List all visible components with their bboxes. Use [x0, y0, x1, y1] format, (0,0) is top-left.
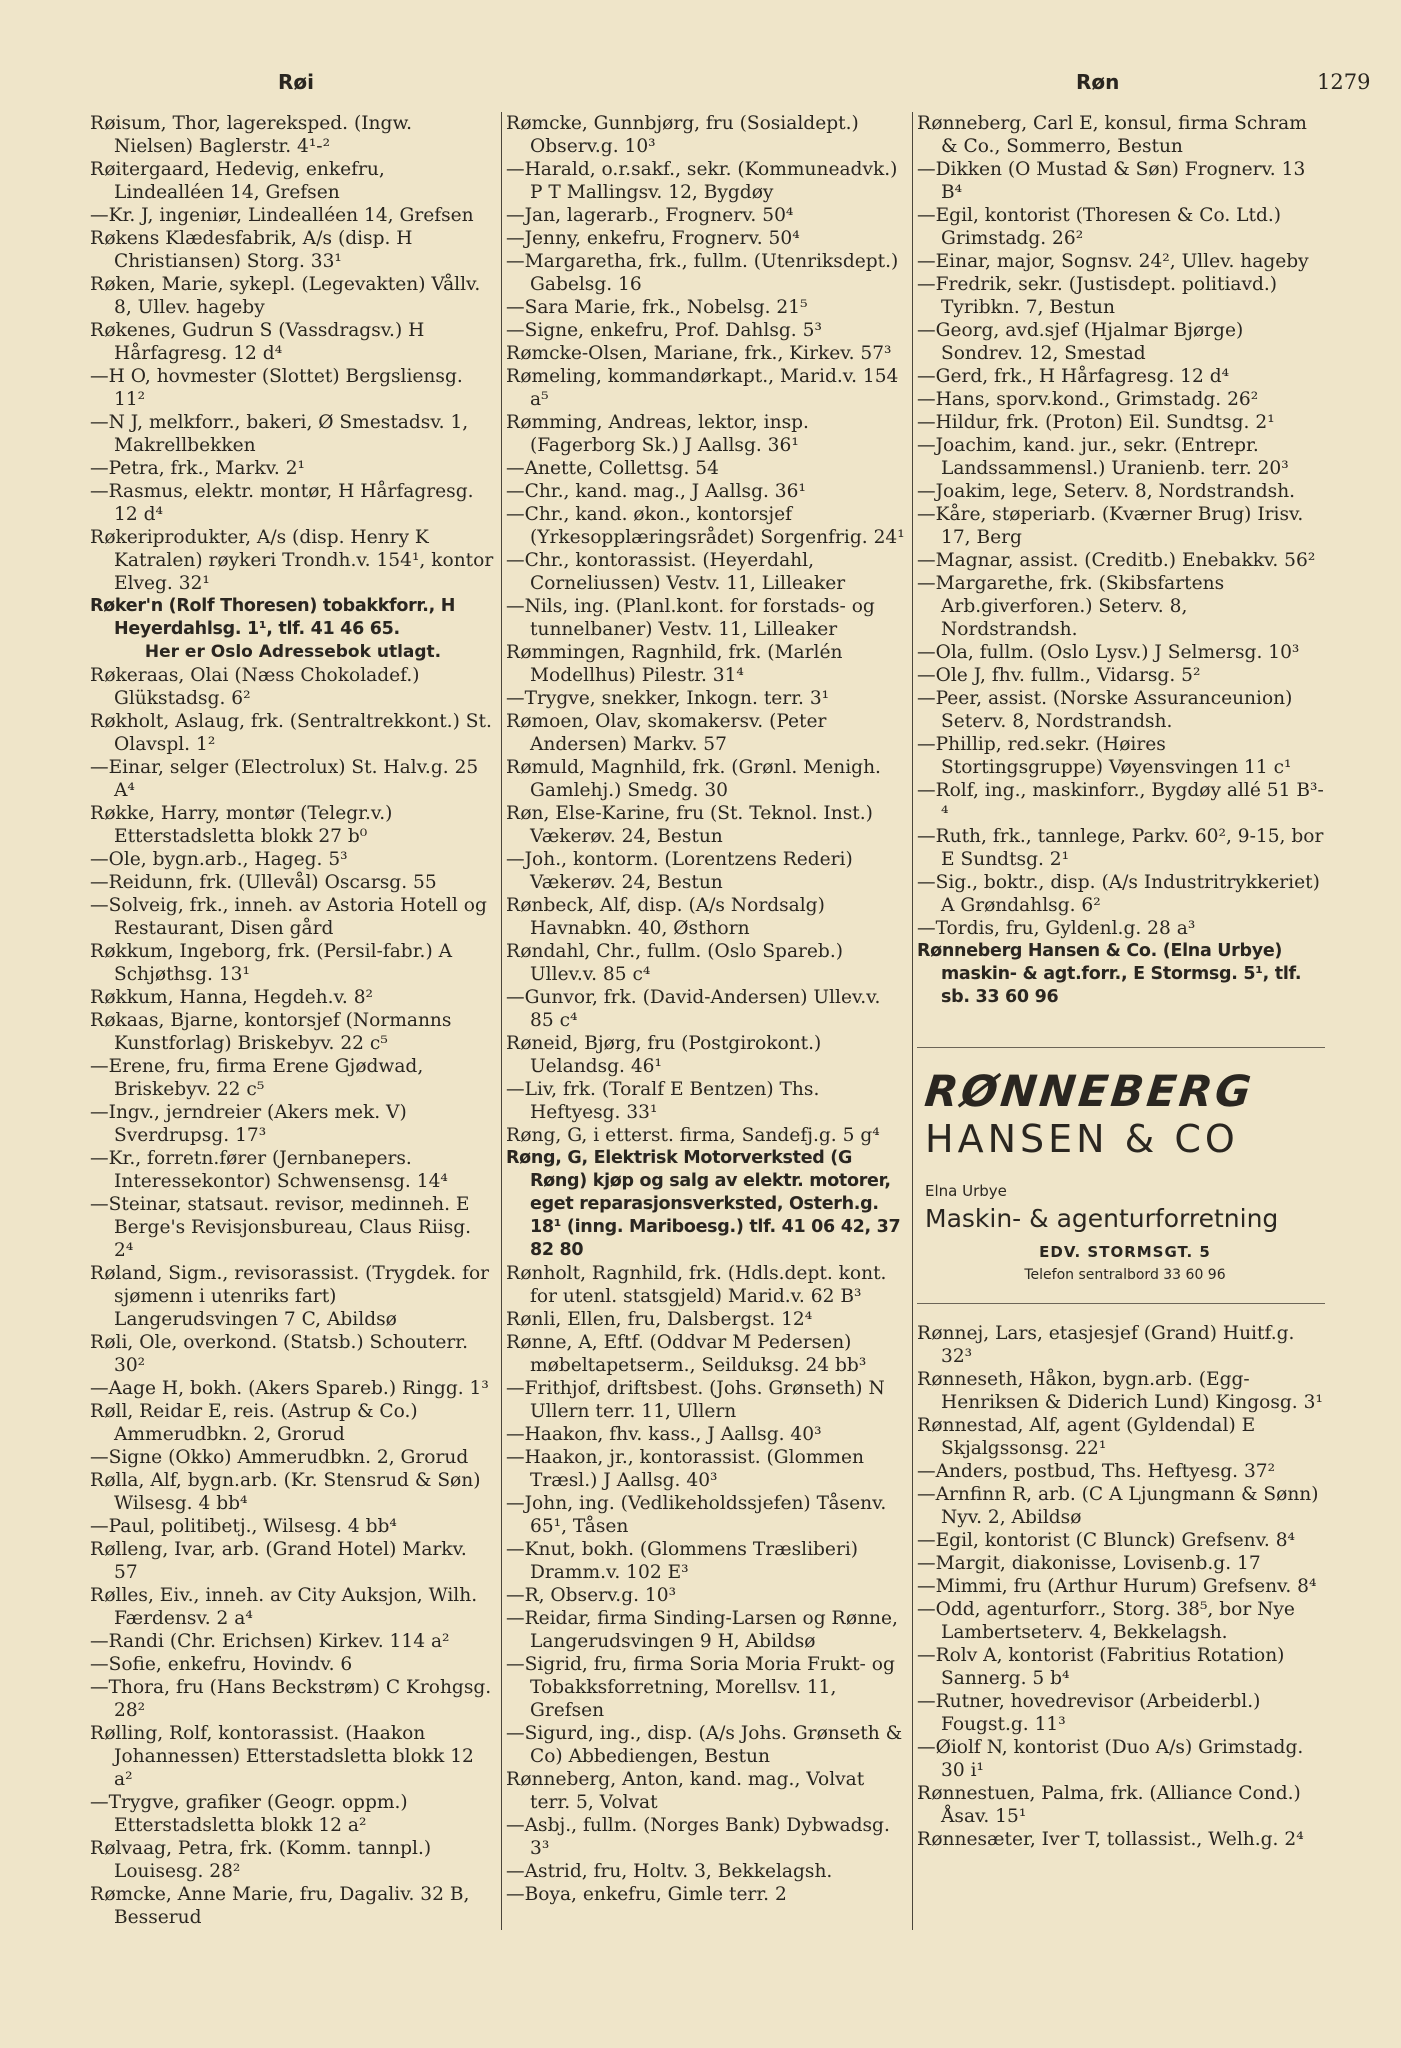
ad-company-subtitle: HANSEN & CO — [925, 1117, 1239, 1161]
directory-entry: —Chr., kontorassist. (Heyerdahl, Corneliussen) Vestv. 11, Lilleaker — [506, 550, 846, 594]
ad-company-name: RØNNEBERG — [922, 1067, 1257, 1117]
column-1 — [90, 112, 496, 2032]
directory-entry: Rølling, Rolf, kontorassist. (Haakon Johannessen) Etterstadsletta blokk 12 a² — [90, 1723, 474, 1790]
column-divider — [501, 112, 502, 1930]
directory-entry: —Steinar, statsaut. revisor, medinneh. E Berge's Revisjonsbureau, Claus Riisg. 2⁴ — [90, 1194, 472, 1261]
directory-entry: Rønnestuen, Palma, frk. (Alliance Cond.) Åsav. 15¹ — [917, 1783, 1301, 1827]
directory-entry: Røli, Ole, overkond. (Statsb.) Schouterr. 30² — [90, 1332, 468, 1376]
directory-entry: —Magnar, assist. (Creditb.) Enebakkv. 56² — [917, 550, 1316, 571]
directory-entry: —Signe (Okko) Ammerudbkn. 2, Grorud — [90, 1447, 469, 1468]
directory-entry: —N J, melkforr., bakeri, Ø Smestadsv. 1, Makrellbekken — [90, 412, 469, 456]
directory-entry: —Hildur, frk. (Proton) Eil. Sundtsg. 2¹ — [917, 412, 1275, 433]
directory-entry: Rømoen, Olav, skomakersv. (Peter Andersen) Markv. 57 — [506, 711, 827, 755]
directory-entry: Røkeraas, Olai (Næss Chokoladef.) Glükstadsg. 6² — [90, 665, 420, 709]
running-header-left: Røi — [278, 70, 314, 94]
directory-entry: —Thora, fru (Hans Beckstrøm) C Krohgsg. 28² — [90, 1677, 492, 1721]
directory-entry: —Odd, agenturforr., Storg. 38⁵, bor Nye Lambertseterv. 4, Bekkelagsh. — [917, 1599, 1295, 1643]
directory-entry: —Asbj., fullm. (Norges Bank) Dybwadsg. 3³ — [506, 1815, 890, 1859]
directory-entry: —Joh., kontorm. (Lorentzens Rederi) Vækerøv. 24, Bestun — [506, 849, 853, 893]
directory-entry: —Mimmi, fru (Arthur Hurum) Grefsenv. 8⁴ — [917, 1576, 1317, 1597]
directory-entry: —H O, hovmester (Slottet) Bergsliensg. 11² — [90, 366, 463, 410]
directory-entry: —Paul, politibetj., Wilsesg. 4 bb⁴ — [90, 1516, 397, 1537]
directory-entry: —Kr., forretn.fører (Jernbanepers. Interessekontor) Schwensensg. 14⁴ — [90, 1148, 448, 1192]
directory-entry: —Georg, avd.sjef (Hjalmar Bjørge) Sondrev. 12, Smestad — [917, 320, 1244, 364]
directory-entry: —Ingv., jerndreier (Akers mek. V) Sverdrupsg. 17³ — [90, 1102, 407, 1146]
ad-contact-person: Elna Urbye — [925, 1182, 1007, 1200]
directory-entry: —Fredrik, sekr. (Justisdept. politiavd.) Tyribkn. 7, Bestun — [917, 274, 1278, 318]
directory-entry: —Joakim, lege, Seterv. 8, Nordstrandsh. — [917, 481, 1296, 502]
directory-entry: Rønne, A, Eftf. (Oddvar M Pedersen) møbeltapetserm., Seilduksg. 24 bb³ — [506, 1332, 867, 1376]
directory-entry: Rømcke, Gunnbjørg, fru (Sosialdept.) Observ.g. 10³ — [506, 113, 859, 157]
directory-entry: Røll, Reidar E, reis. (Astrup & Co.) Ammerudbkn. 2, Grorud — [90, 1401, 418, 1445]
directory-entry: —John, ing. (Vedlikeholdssjefen) Tåsenv. 65¹, Tåsen — [506, 1493, 887, 1537]
directory-entry: Røken, Marie, sykepl. (Legevakten) Vållv. 8, Ullev. hageby — [90, 274, 481, 318]
ad-phone: Telefon sentralbord 33 60 96 — [1024, 1267, 1226, 1283]
directory-entry: —Hans, sporv.kond., Grimstadg. 26² — [917, 389, 1259, 410]
directory-entry: —Jenny, enkefru, Frognerv. 50⁴ — [506, 228, 800, 249]
directory-entry: —Sig., boktr., disp. (A/s Industritrykkeriet) A Grøndahlsg. 6² — [917, 872, 1320, 916]
directory-entry: Røkke, Harry, montør (Telegr.v.) Etterstadsletta blokk 27 b⁰ — [90, 803, 393, 847]
directory-entry: Rønnestad, Alf, agent (Gyldendal) E Skjalgssonsg. 22¹ — [917, 1415, 1256, 1459]
ad-tagline: Maskin- & agenturforretning — [925, 1204, 1279, 1233]
directory-entry: —Liv, frk. (Toralf E Bentzen) Ths. Heftyesg. 33¹ — [506, 1079, 820, 1123]
directory-entry: —Anders, postbud, Ths. Heftyesg. 37² — [917, 1461, 1276, 1482]
directory-entry: Røkeriprodukter, A/s (disp. Henry K Katralen) røykeri Trondh.v. 154¹, kontor Elveg. 32¹ — [90, 527, 494, 594]
directory-entry: —Joachim, kand. jur., sekr. (Entrepr. Landssammensl.) Uranienb. terr. 20³ — [917, 435, 1289, 479]
directory-entry: —Egil, kontorist (C Blunck) Grefsenv. 8⁴ — [917, 1530, 1295, 1551]
column-divider — [912, 112, 913, 1930]
directory-entry: —Einar, selger (Electrolux) St. Halv.g. 25 A⁴ — [90, 757, 479, 801]
directory-entry: —Astrid, fru, Holtv. 3, Bekkelagsh. — [506, 1861, 833, 1882]
directory-entry: —Trygve, snekker, Inkogn. terr. 3¹ — [506, 688, 830, 709]
directory-entry: Rømming, Andreas, lektor, insp. (Fagerborg Sk.) J Aallsg. 36¹ — [506, 412, 809, 456]
directory-entry: —Dikken (O Mustad & Søn) Frognerv. 13 B⁴ — [917, 159, 1306, 203]
directory-entry: —Harald, o.r.sakf., sekr. (Kommuneadvk.) P T Mallingsv. 12, Bygdøy — [506, 159, 898, 203]
directory-entry: Rønli, Ellen, fru, Dalsbergst. 12⁴ — [506, 1309, 813, 1330]
directory-entry: —Peer, assist. (Norske Assuranceunion) Seterv. 8, Nordstrandsh. — [917, 688, 1293, 732]
directory-entry: Røkholt, Aslaug, frk. (Sentraltrekkont.) St. Olavspl. 1² — [90, 711, 492, 755]
directory-entry: —Erene, fru, firma Erene Gjødwad, Briskebyv. 22 c⁵ — [90, 1056, 424, 1100]
directory-entry: —Aage H, bokh. (Akers Spareb.) Ringg. 1³ — [90, 1378, 489, 1399]
directory-entry: —Signe, enkefru, Prof. Dahlsg. 5³ — [506, 320, 822, 341]
column-3-entries-bottom — [917, 1322, 1325, 1851]
running-header-right: Røn — [1076, 70, 1120, 94]
directory-entry: Her er Oslo Adressebok utlagt. — [144, 642, 442, 662]
directory-entry: Rølleng, Ivar, arb. (Grand Hotel) Markv. 57 — [90, 1539, 467, 1583]
column-2 — [506, 112, 908, 2032]
directory-entry: Røng, G, i etterst. firma, Sandefj.g. 5 g⁴ — [506, 1125, 880, 1146]
directory-entry: Røndahl, Chr., fullm. (Oslo Spareb.) Ullev.v. 85 c⁴ — [506, 941, 844, 985]
directory-entry: Røisum, Thor, lagereksped. (Ingw. Nielsen) Baglerstr. 4¹-² — [90, 113, 413, 157]
directory-entry: —Rolv A, kontorist (Fabritius Rotation) Sannerg. 5 b⁴ — [917, 1645, 1285, 1689]
directory-entry: —Margit, diakonisse, Lovisenb.g. 17 — [917, 1553, 1261, 1574]
directory-entry: —Gerd, frk., H Hårfagresg. 12 d⁴ — [917, 366, 1230, 387]
directory-entry: —Reidar, firma Sinding-Larsen og Rønne, Langerudsvingen 9 H, Abildsø — [506, 1608, 898, 1652]
directory-entry: —Jan, lagerarb., Frognerv. 50⁴ — [506, 205, 794, 226]
directory-entry: —Nils, ing. (Planl.kont. for forstads- og tunnelbaner) Vestv. 11, Lilleaker — [506, 596, 875, 640]
directory-entry: —Arnfinn R, arb. (C A Ljungmann & Sønn) Nyv. 2, Abildsø — [917, 1484, 1319, 1528]
directory-entry: Rølla, Alf, bygn.arb. (Kr. Stensrud & Søn) Wilsesg. 4 bb⁴ — [90, 1470, 481, 1514]
directory-entry: Rønbeck, Alf, disp. (A/s Nordsalg) Havnabkn. 40, Østhorn — [506, 895, 825, 939]
directory-entry: —Kr. J, ingeniør, Lindealléen 14, Grefsen — [90, 205, 474, 226]
ad-address: EDV. STORMSGT. 5 — [1039, 1243, 1211, 1261]
directory-entry: —Øiolf N, kontorist (Duo A/s) Grimstadg. 30 i¹ — [917, 1737, 1304, 1781]
directory-entry: —Sara Marie, frk., Nobelsg. 21⁵ — [506, 297, 808, 318]
directory-entry: Rønholt, Ragnhild, frk. (Hdls.dept. kont. for utenl. statsgjeld) Marid.v. 62 B³ — [506, 1263, 887, 1307]
directory-entry: Rønnesæter, Iver T, tollassist., Welh.g. 2⁴ — [917, 1829, 1304, 1850]
directory-entry: Rømuld, Magnhild, frk. (Grønl. Menigh. Gamlehj.) Smedg. 30 — [506, 757, 881, 801]
directory-entry: —Egil, kontorist (Thoresen & Co. Ltd.) Grimstadg. 26² — [917, 205, 1282, 249]
directory-entry: —Sofie, enkefru, Hovindv. 6 — [90, 1654, 353, 1675]
directory-entry: Røitergaard, Hedevig, enkefru, Lindealléen 14, Grefsen — [90, 159, 385, 203]
directory-entry: Rønnej, Lars, etasjesjef (Grand) Huitf.g. 32³ — [917, 1323, 1295, 1367]
directory-entry: —Margarethe, frk. (Skibsfartens Arb.giverforen.) Seterv. 8, Nordstrandsh. — [917, 573, 1225, 640]
directory-entry: —Sigrid, fru, firma Soria Moria Frukt- og Tobakksforretning, Morellsv. 11, Grefsen — [506, 1654, 895, 1721]
directory-entry: —Chr., kand. mag., J Aallsg. 36¹ — [506, 481, 806, 502]
directory-entry: —Knut, bokh. (Glommens Træsliberi) Dramm.v. 102 E³ — [506, 1539, 859, 1583]
directory-entry: —Rutner, hovedrevisor (Arbeiderbl.) Fougst.g. 11³ — [917, 1691, 1261, 1735]
directory-entry: —Margaretha, frk., fullm. (Utenriksdept.) Gabelsg. 16 — [506, 251, 899, 295]
directory-entry: Rømcke, Anne Marie, fru, Dagaliv. 32 B, Besserud — [90, 1884, 470, 1928]
directory-entry: Røkens Klædesfabrik, A/s (disp. H Christiansen) Storg. 33¹ — [90, 228, 413, 272]
column-3-entries-top — [917, 112, 1325, 1009]
directory-entry: Røn, Else-Karine, fru (St. Teknol. Inst.) Vækerøv. 24, Bestun — [506, 803, 873, 847]
directory-entry: Rømmingen, Ragnhild, frk. (Marlén Modellhus) Pilestr. 31⁴ — [506, 642, 843, 686]
directory-entry: Rønneberg Hansen & Co. (Elna Urbye) maskin- & agt.forr., E Stormsg. 5¹, tlf. sb. 33 60 96 — [917, 941, 1302, 1007]
directory-entry: —Trygve, grafiker (Geogr. oppm.) Etterstadsletta blokk 12 a² — [90, 1792, 408, 1836]
directory-entry: Røkaas, Bjarne, kontorsjef (Normanns Kunstforlag) Briskebyv. 22 c⁵ — [90, 1010, 452, 1054]
page-number: 1279 — [1317, 70, 1371, 94]
directory-entry: —Kåre, støperiarb. (Kværner Brug) Irisv. 17, Berg — [917, 504, 1304, 548]
directory-entry: Røkkum, Hanna, Hegdeh.v. 8² — [90, 987, 373, 1008]
directory-entry: —Ola, fullm. (Oslo Lysv.) J Selmersg. 10³ — [917, 642, 1300, 663]
directory-entry: Rølles, Eiv., inneh. av City Auksjon, Wilh. Færdensv. 2 a⁴ — [90, 1585, 478, 1629]
directory-entry: —Boya, enkefru, Gimle terr. 2 — [506, 1884, 787, 1905]
directory-entry: —Solveig, frk., inneh. av Astoria Hotell og Restaurant, Disen gård — [90, 895, 487, 939]
column-3 — [917, 112, 1325, 2032]
directory-entry: —Ole, bygn.arb., Hageg. 5³ — [90, 849, 348, 870]
directory-entry: Rømeling, kommandørkapt., Marid.v. 154 a⁵ — [506, 366, 899, 410]
advertisement — [917, 1047, 1325, 1304]
directory-entry: Røng, G, Elektrisk Motorverksted (G Røng) kjøp og salg av elektr. motorer, eget reparasjonsverksted, Osterh.g. 18¹ (inng. Mariboesg.) tlf. 41 06 42, 37 82 80 — [506, 1148, 901, 1260]
directory-entry: —Phillip, red.sekr. (Høires Stortingsgruppe) Vøyensvingen 11 c¹ — [917, 734, 1292, 778]
directory-entry: Rølvaag, Petra, frk. (Komm. tannpl.) Louisesg. 28² — [90, 1838, 432, 1882]
directory-entry: Rømcke-Olsen, Mariane, frk., Kirkev. 57³ — [506, 343, 892, 364]
directory-entry: Rønneseth, Håkon, bygn.arb. (Egg-Henriksen & Diderich Lund) Kingosg. 3¹ — [917, 1369, 1323, 1413]
directory-entry: Røker'n (Rolf Thoresen) tobakkforr., H Heyerdahlsg. 1¹, tlf. 41 46 65. — [90, 596, 456, 639]
directory-entry: —Ruth, frk., tannlege, Parkv. 60², 9-15, bor E Sundtsg. 2¹ — [917, 826, 1324, 870]
directory-entry: —Petra, frk., Markv. 2¹ — [90, 458, 305, 479]
directory-entry: Røkkum, Ingeborg, frk. (Persil-fabr.) A Schjøthsg. 13¹ — [90, 941, 453, 985]
directory-entry: —Randi (Chr. Erichsen) Kirkev. 114 a² — [90, 1631, 450, 1652]
directory-entry: —Reidunn, frk. (Ullevål) Oscarsg. 55 — [90, 872, 437, 893]
directory-entry: —Chr., kand. økon., kontorsjef (Yrkesopplæringsrådet) Sorgenfrig. 24¹ — [506, 504, 905, 548]
directory-entry: Rønneberg, Carl E, konsul, firma Schram & Co., Sommerro, Bestun — [917, 113, 1307, 157]
directory-entry: —Einar, major, Sognsv. 24², Ullev. hageby — [917, 251, 1309, 272]
directory-entry: —Anette, Collettsg. 54 — [506, 458, 719, 479]
directory-entry: Røkenes, Gudrun S (Vassdragsv.) H Hårfagresg. 12 d⁴ — [90, 320, 425, 364]
directory-entry: —Haakon, fhv. kass., J Aallsg. 40³ — [506, 1424, 822, 1445]
directory-entry: —Tordis, fru, Gyldenl.g. 28 a³ — [917, 918, 1196, 939]
directory-entry: —Rasmus, elektr. montør, H Hårfagresg. 12 d⁴ — [90, 481, 474, 525]
directory-entry: Røneid, Bjørg, fru (Postgirokont.) Uelandsg. 46¹ — [506, 1033, 822, 1077]
directory-entry: —Ole J, fhv. fullm., Vidarsg. 5² — [917, 665, 1201, 686]
directory-entry: —Rolf, ing., maskinforr., Bygdøy allé 51 B³-⁴ — [917, 780, 1324, 824]
directory-entry: —Gunvor, frk. (David-Andersen) Ullev.v. 85 c⁴ — [506, 987, 881, 1031]
directory-entry: —Sigurd, ing., disp. (A/s Johs. Grønseth & Co) Abbediengen, Bestun — [506, 1723, 903, 1767]
directory-entry: Rønneberg, Anton, kand. mag., Volvat terr. 5, Volvat — [506, 1769, 865, 1813]
directory-entry: Røland, Sigm., revisorassist. (Trygdek. for sjømenn i utenriks fart) Langerudsvingen 7 C, Abildsø — [90, 1263, 490, 1330]
directory-entry: —R, Observ.g. 10³ — [506, 1585, 677, 1606]
directory-entry: —Haakon, jr., kontorassist. (Glommen Træsl.) J Aallsg. 40³ — [506, 1447, 865, 1491]
directory-entry: —Frithjof, driftsbest. (Johs. Grønseth) N Ullern terr. 11, Ullern — [506, 1378, 885, 1422]
